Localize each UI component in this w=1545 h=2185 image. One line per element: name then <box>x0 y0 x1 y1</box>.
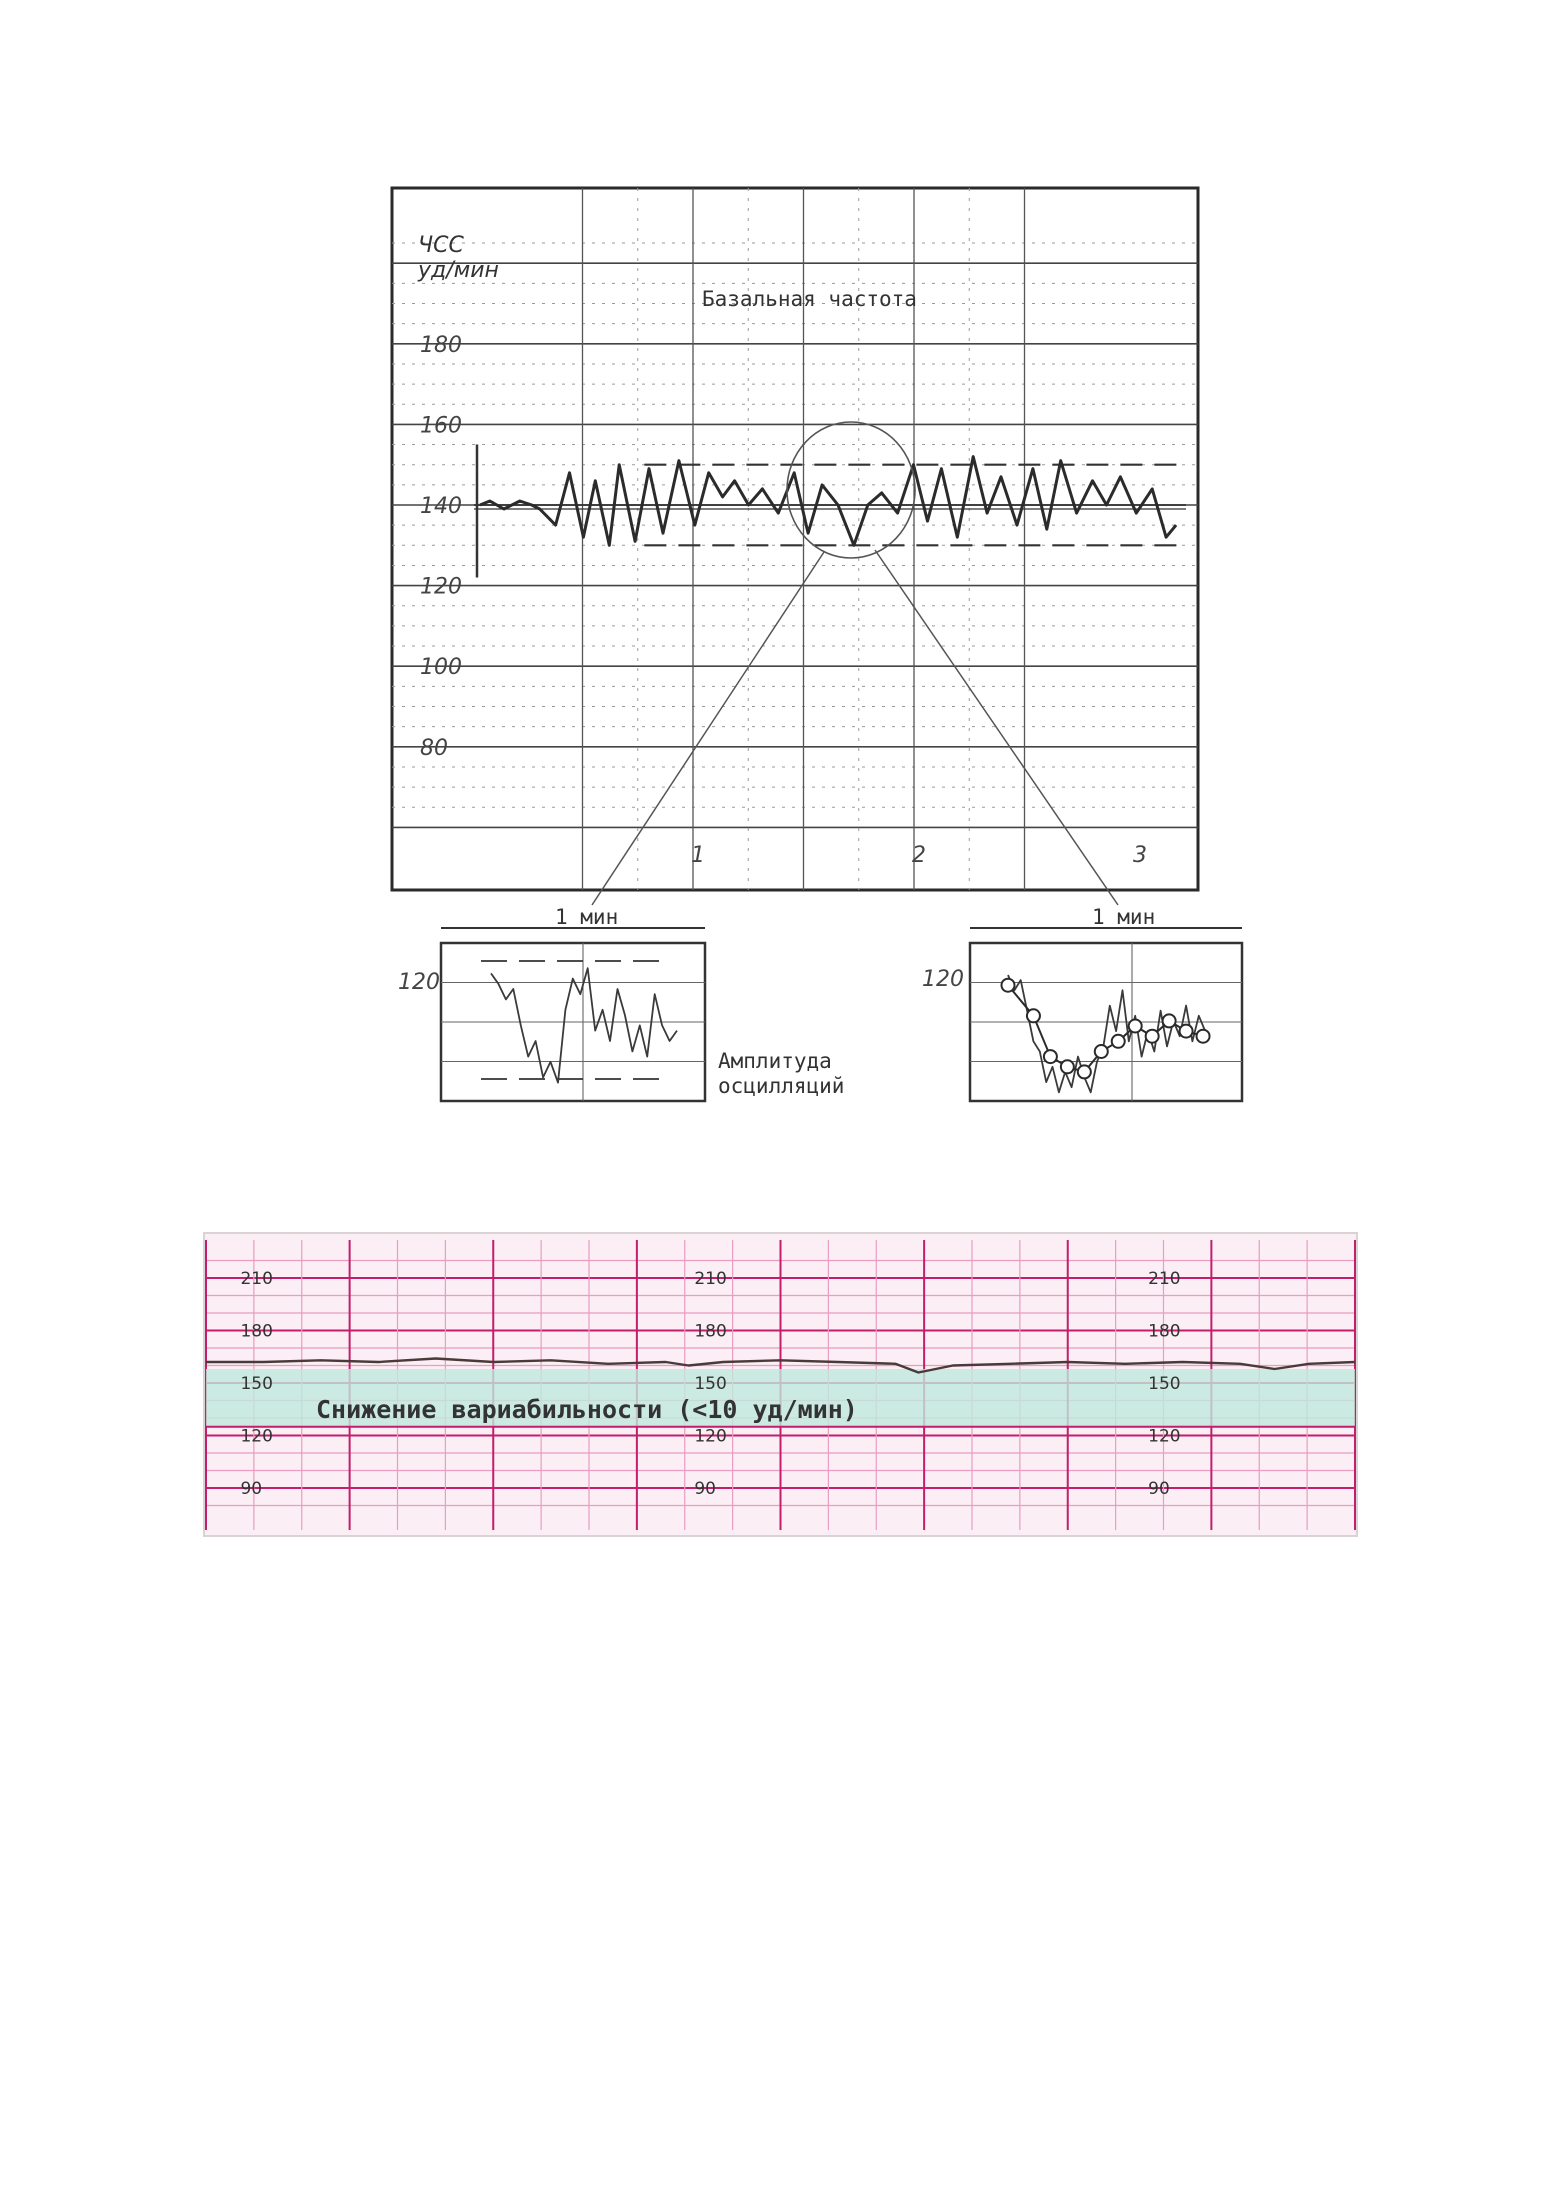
amplitude-annotation-line2: осцилляций <box>718 1074 845 1098</box>
y-tick-label: 180 <box>420 332 462 358</box>
reduced-variability-annotation: Снижение вариабильности (<10 уд/мин) <box>316 1395 858 1424</box>
baseline-annotation: Базальная частота <box>702 287 917 311</box>
inset-averaged-chart <box>922 905 1242 1101</box>
strip-y-tick-label: 150 <box>240 1374 273 1394</box>
strip-y-tick-label: 180 <box>694 1321 727 1342</box>
strip-y-tick-label: 150 <box>1148 1374 1181 1394</box>
y-tick-label: 140 <box>420 494 462 519</box>
averaged-point <box>1078 1065 1091 1078</box>
averaged-point <box>1197 1030 1210 1043</box>
y-tick-label: 160 <box>420 413 462 439</box>
inset-amplitude-ytick: 120 <box>398 970 440 995</box>
strip-y-tick-label: 210 <box>694 1269 727 1289</box>
averaged-point <box>1044 1050 1057 1063</box>
strip-y-tick-label: 90 <box>1148 1479 1170 1499</box>
strip-y-tick-label: 150 <box>694 1374 727 1394</box>
averaged-point <box>1027 1009 1040 1022</box>
averaged-point <box>1061 1060 1074 1073</box>
y-axis-title-line1: ЧСС <box>418 233 464 258</box>
strip-y-tick-label: 90 <box>694 1479 716 1499</box>
strip-y-tick-label: 210 <box>1148 1269 1181 1289</box>
inset-averaged-ytick: 120 <box>922 967 964 992</box>
strip-y-tick-label: 120 <box>694 1426 727 1447</box>
main-ctg-chart <box>392 188 1198 905</box>
y-axis-title-line2: уд/мин <box>418 258 499 283</box>
ctg-strip-chart <box>204 1233 1357 1536</box>
y-tick-label: 100 <box>420 655 462 681</box>
averaged-point <box>1129 1020 1142 1033</box>
averaged-point <box>1180 1025 1193 1038</box>
strip-y-tick-label: 210 <box>240 1269 273 1289</box>
strip-y-tick-label: 180 <box>1148 1321 1181 1342</box>
averaged-point <box>1112 1035 1125 1048</box>
inset-amplitude-chart <box>398 905 844 1101</box>
x-tick-label: 2 <box>912 843 926 868</box>
strip-y-tick-label: 180 <box>240 1321 273 1342</box>
averaged-point <box>1146 1030 1159 1043</box>
x-tick-label: 1 <box>691 843 705 868</box>
inset-amplitude-title: 1 мин <box>555 905 619 929</box>
averaged-point <box>1095 1045 1108 1058</box>
strip-y-tick-label: 120 <box>240 1426 273 1447</box>
averaged-point <box>1163 1014 1176 1027</box>
y-tick-label: 80 <box>420 735 448 761</box>
strip-y-tick-label: 90 <box>240 1479 263 1499</box>
x-tick-label: 3 <box>1133 843 1147 868</box>
averaged-point <box>1002 979 1015 992</box>
amplitude-annotation-line1: Амплитуда <box>718 1049 832 1073</box>
inset-averaged-title: 1 мин <box>1092 905 1156 929</box>
strip-y-tick-label: 120 <box>1148 1426 1181 1447</box>
y-tick-label: 120 <box>420 574 462 600</box>
